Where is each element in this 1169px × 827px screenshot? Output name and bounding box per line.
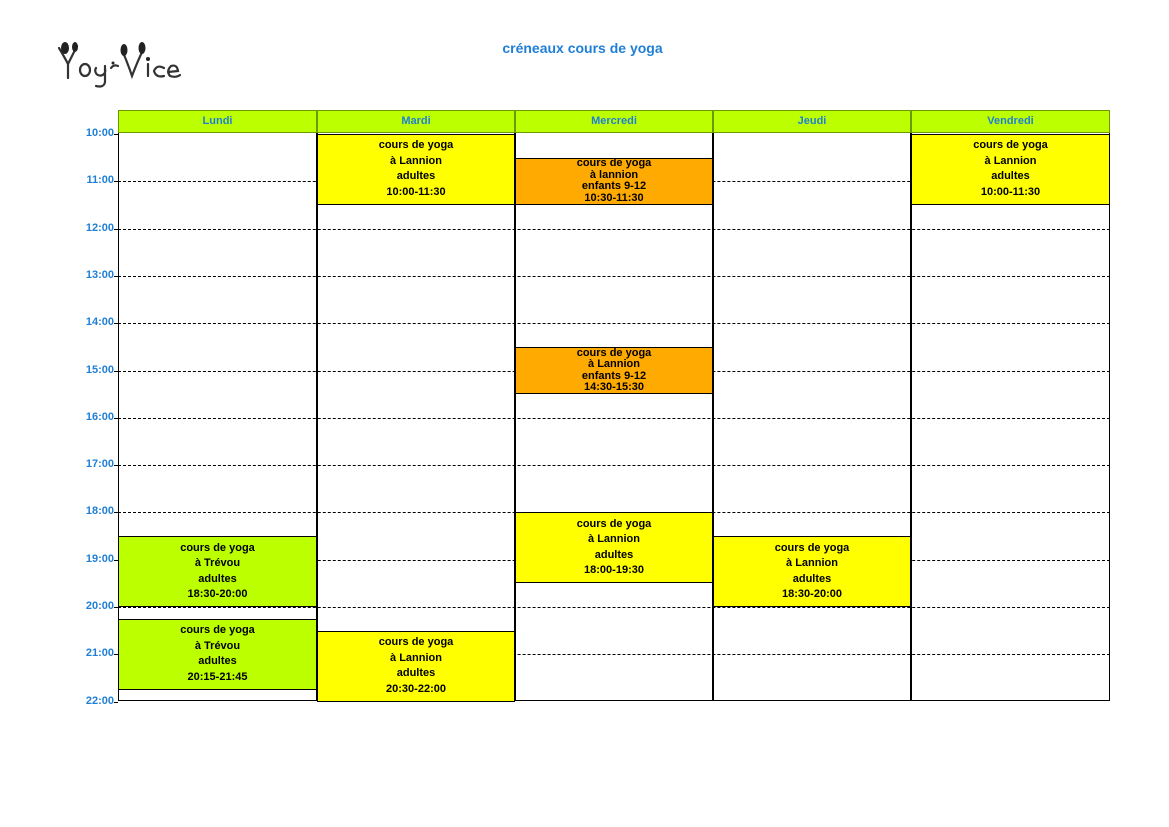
time-tick — [114, 323, 118, 324]
class-slot-mercredi — [515, 512, 713, 583]
schedule-grid — [118, 110, 1110, 702]
class-slot-line: cours de yoga — [973, 139, 1048, 152]
time-label: 11:00 — [86, 174, 114, 187]
day-header-lundi: Lundi — [118, 110, 317, 133]
class-slot-mercredi — [515, 347, 713, 394]
time-tick — [114, 134, 118, 135]
time-label: 10:00 — [85, 127, 114, 139]
class-slot-line: cours de yoga — [180, 541, 255, 554]
time-tick — [114, 276, 118, 277]
class-slot-line: 10:00-11:30 — [386, 185, 446, 198]
class-slot-line: adultes — [396, 667, 436, 680]
class-slot-line: 18:30-20:00 — [782, 588, 842, 601]
time-label: 19:00 — [85, 552, 114, 565]
class-slot-line: adultes — [991, 170, 1030, 183]
time-label: 20:00 — [85, 600, 114, 612]
class-slot-line: cours de yoga — [576, 157, 652, 170]
time-label: 18:00 — [85, 505, 114, 518]
class-slot-line: enfants 9-12 — [581, 180, 647, 193]
class-slot-lundi — [118, 536, 317, 607]
class-slot-line: à Lannion — [390, 154, 442, 167]
class-slot-line: adultes — [594, 548, 634, 561]
time-label: 21:00 — [85, 647, 114, 660]
time-label: 15:00 — [85, 363, 114, 376]
class-slot-line: cours de yoga — [180, 624, 255, 637]
hour-gridline — [118, 607, 1110, 608]
class-slot-line: cours de yoga — [378, 636, 454, 649]
class-slot-line: cours de yoga — [774, 541, 850, 554]
logo-glyphs — [56, 38, 186, 90]
time-tick — [114, 371, 118, 372]
class-slot-jeudi — [713, 536, 911, 607]
hour-gridline — [118, 418, 1110, 419]
class-slot-line: 20:30-22:00 — [386, 682, 446, 695]
class-slot-mardi — [317, 134, 515, 205]
time-tick — [114, 607, 118, 608]
time-tick — [114, 181, 118, 182]
hour-gridline — [118, 229, 1110, 230]
page-title: créneaux cours de yoga — [502, 40, 663, 56]
hour-gridline — [118, 323, 1110, 324]
time-tick — [114, 654, 118, 655]
class-slot-mercredi — [515, 158, 713, 205]
time-tick — [114, 702, 118, 703]
time-label: 12:00 — [85, 221, 114, 234]
class-slot-line: adultes — [396, 170, 436, 183]
hour-gridline — [118, 276, 1110, 277]
day-header-vendredi: Vendredi — [911, 110, 1110, 133]
time-tick — [114, 229, 118, 230]
class-slot-line: 10:00-11:30 — [980, 185, 1041, 198]
class-slot-line: 18:30-20:00 — [187, 588, 248, 601]
time-tick — [114, 418, 118, 419]
hour-gridline — [118, 465, 1110, 466]
time-label: 16:00 — [85, 410, 114, 423]
time-tick — [114, 512, 118, 513]
class-slot-lundi — [118, 619, 317, 690]
class-slot-line: adultes — [198, 572, 237, 585]
class-slot-line: cours de yoga — [576, 517, 652, 530]
class-slot-mardi — [317, 631, 515, 702]
class-slot-line: cours de yoga — [378, 139, 454, 152]
class-slot-line: à Lannion — [786, 557, 838, 570]
class-slot-line: 18:00-19:30 — [584, 564, 644, 577]
class-slot-line: à Trévou — [194, 639, 241, 652]
class-slot-line: à Lannion — [984, 154, 1037, 167]
class-slot-vendredi — [911, 134, 1110, 205]
time-tick — [114, 560, 118, 561]
time-label: 22:00 — [85, 694, 114, 707]
class-slot-line: 20:15-21:45 — [187, 670, 248, 683]
class-slot-line: à Lannion — [588, 533, 640, 546]
day-header-jeudi: Jeudi — [713, 110, 911, 133]
time-label: 13:00 — [85, 268, 114, 281]
class-slot-line: 14:30-15:30 — [584, 381, 644, 393]
class-slot-line: 10:30-11:30 — [584, 191, 644, 204]
class-slot-line: à lannion — [589, 168, 639, 181]
class-slot-line: à Lannion — [390, 651, 442, 664]
class-slot-line: à Lannion — [588, 358, 640, 370]
time-label: 14:00 — [85, 316, 114, 329]
class-slot-line: enfants 9-12 — [581, 369, 647, 382]
day-header-mercredi: Mercredi — [515, 110, 713, 133]
yogavie-logo — [56, 38, 186, 90]
class-slot-line: à Trévou — [194, 557, 241, 570]
class-slot-line: cours de yoga — [576, 346, 652, 359]
time-tick — [114, 465, 118, 466]
class-slot-line: adultes — [792, 572, 832, 585]
time-label: 17:00 — [85, 458, 114, 471]
class-slot-line: adultes — [198, 655, 237, 668]
day-header-mardi: Mardi — [317, 110, 515, 133]
